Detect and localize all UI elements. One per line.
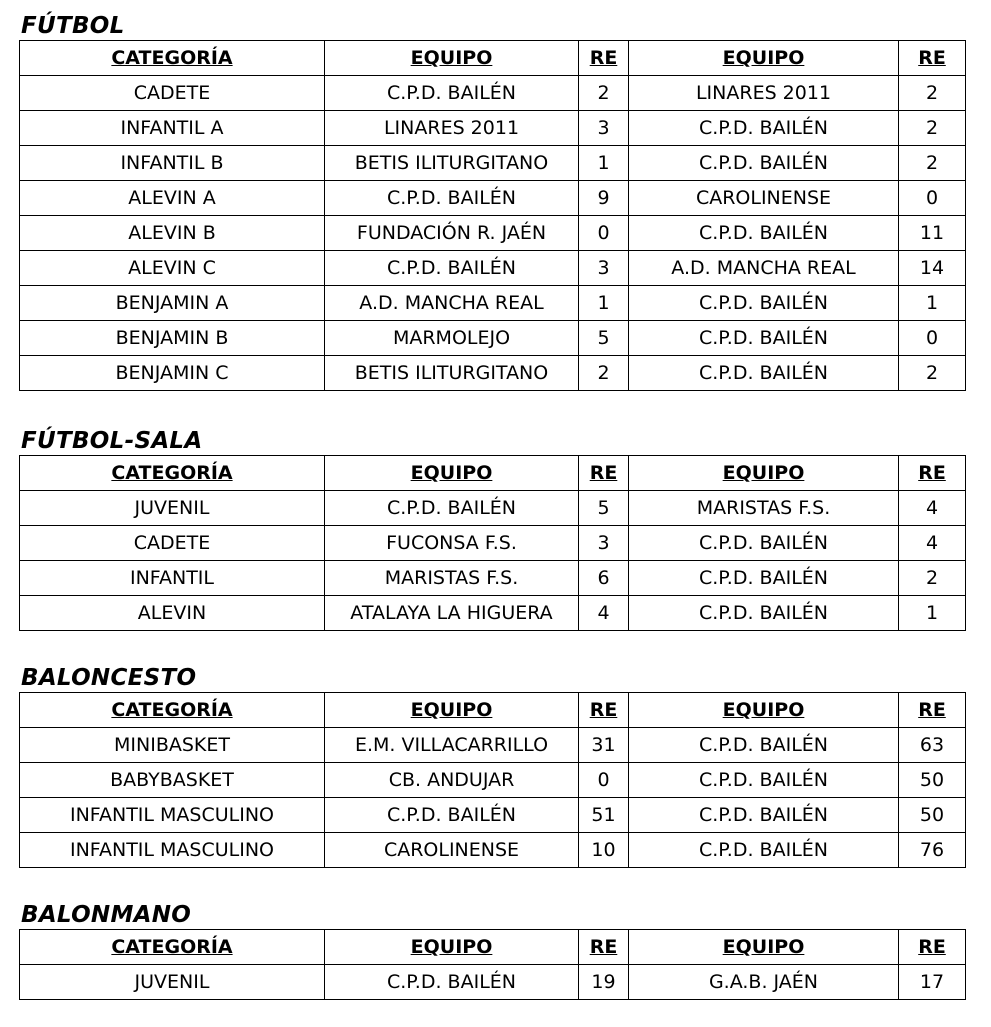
equipo-local-cell: CB. ANDUJAR <box>325 763 579 798</box>
categoria-cell: BABYBASKET <box>20 763 325 798</box>
re-local-cell: 10 <box>579 833 629 868</box>
equipo-visitante-cell: C.P.D. BAILÉN <box>629 728 899 763</box>
table-row <box>20 146 966 181</box>
re-visitante-cell: 0 <box>899 321 966 356</box>
equipo-local-cell: BETIS ILITURGITANO <box>325 356 579 391</box>
categoria-cell: JUVENIL <box>20 491 325 526</box>
re-visitante-cell: 50 <box>899 798 966 833</box>
re-visitante-cell: 2 <box>899 76 966 111</box>
header-re-visitante: RE <box>899 456 966 491</box>
header-categoria: CATEGORÍA <box>20 693 325 728</box>
equipo-visitante-cell: MARISTAS F.S. <box>629 491 899 526</box>
header-re-visitante: RE <box>899 693 966 728</box>
header-equipo-local: EQUIPO <box>325 693 579 728</box>
re-visitante-cell: 0 <box>899 181 966 216</box>
equipo-visitante-cell: C.P.D. BAILÉN <box>629 526 899 561</box>
header-row <box>20 930 966 965</box>
categoria-cell: INFANTIL A <box>20 111 325 146</box>
section-title: BALONMANO <box>21 902 192 928</box>
table-row <box>20 561 966 596</box>
categoria-cell: BENJAMIN A <box>20 286 325 321</box>
results-table <box>19 455 966 631</box>
equipo-visitante-cell: C.P.D. BAILÉN <box>629 111 899 146</box>
table-row <box>20 798 966 833</box>
equipo-visitante-cell: C.P.D. BAILÉN <box>629 146 899 181</box>
re-local-cell: 3 <box>579 111 629 146</box>
equipo-local-cell: LINARES 2011 <box>325 111 579 146</box>
equipo-visitante-cell: C.P.D. BAILÉN <box>629 321 899 356</box>
equipo-local-cell: C.P.D. BAILÉN <box>325 76 579 111</box>
re-local-cell: 6 <box>579 561 629 596</box>
table-row <box>20 965 966 1000</box>
section-futbol <box>19 12 965 391</box>
categoria-cell: JUVENIL <box>20 965 325 1000</box>
re-visitante-cell: 4 <box>899 526 966 561</box>
section-title: FÚTBOL-SALA <box>21 428 203 454</box>
table-row <box>20 526 966 561</box>
re-visitante-cell: 2 <box>899 356 966 391</box>
re-local-cell: 0 <box>579 763 629 798</box>
equipo-local-cell: C.P.D. BAILÉN <box>325 251 579 286</box>
header-re-local: RE <box>579 930 629 965</box>
section-baloncesto <box>19 664 965 868</box>
re-local-cell: 3 <box>579 526 629 561</box>
equipo-visitante-cell: C.P.D. BAILÉN <box>629 833 899 868</box>
equipo-local-cell: FUCONSA F.S. <box>325 526 579 561</box>
table-row <box>20 181 966 216</box>
re-local-cell: 3 <box>579 251 629 286</box>
equipo-visitante-cell: G.A.B. JAÉN <box>629 965 899 1000</box>
re-local-cell: 2 <box>579 356 629 391</box>
results-table <box>19 40 966 391</box>
equipo-visitante-cell: LINARES 2011 <box>629 76 899 111</box>
equipo-visitante-cell: C.P.D. BAILÉN <box>629 763 899 798</box>
re-visitante-cell: 2 <box>899 111 966 146</box>
table-row <box>20 833 966 868</box>
header-equipo-local: EQUIPO <box>325 41 579 76</box>
table-row <box>20 321 966 356</box>
re-visitante-cell: 2 <box>899 561 966 596</box>
re-visitante-cell: 50 <box>899 763 966 798</box>
equipo-local-cell: E.M. VILLACARRILLO <box>325 728 579 763</box>
equipo-local-cell: MARISTAS F.S. <box>325 561 579 596</box>
re-visitante-cell: 4 <box>899 491 966 526</box>
categoria-cell: ALEVIN C <box>20 251 325 286</box>
equipo-visitante-cell: C.P.D. BAILÉN <box>629 798 899 833</box>
re-local-cell: 19 <box>579 965 629 1000</box>
section-balonmano <box>19 901 965 1000</box>
header-categoria: CATEGORÍA <box>20 930 325 965</box>
equipo-local-cell: FUNDACIÓN R. JAÉN <box>325 216 579 251</box>
equipo-local-cell: C.P.D. BAILÉN <box>325 798 579 833</box>
re-visitante-cell: 17 <box>899 965 966 1000</box>
categoria-cell: INFANTIL MASCULINO <box>20 833 325 868</box>
section-title: BALONCESTO <box>21 665 197 691</box>
categoria-cell: BENJAMIN C <box>20 356 325 391</box>
table-row <box>20 216 966 251</box>
equipo-visitante-cell: C.P.D. BAILÉN <box>629 356 899 391</box>
header-re-visitante: RE <box>899 930 966 965</box>
header-equipo-local: EQUIPO <box>325 930 579 965</box>
equipo-visitante-cell: C.P.D. BAILÉN <box>629 596 899 631</box>
re-local-cell: 0 <box>579 216 629 251</box>
re-visitante-cell: 1 <box>899 596 966 631</box>
equipo-local-cell: C.P.D. BAILÉN <box>325 491 579 526</box>
header-row <box>20 456 966 491</box>
re-visitante-cell: 63 <box>899 728 966 763</box>
re-visitante-cell: 11 <box>899 216 966 251</box>
re-local-cell: 5 <box>579 491 629 526</box>
header-re-local: RE <box>579 41 629 76</box>
equipo-local-cell: ATALAYA LA HIGUERA <box>325 596 579 631</box>
re-local-cell: 51 <box>579 798 629 833</box>
re-visitante-cell: 76 <box>899 833 966 868</box>
re-local-cell: 1 <box>579 286 629 321</box>
header-categoria: CATEGORÍA <box>20 456 325 491</box>
header-equipo-visitante: EQUIPO <box>629 41 899 76</box>
categoria-cell: INFANTIL B <box>20 146 325 181</box>
equipo-local-cell: A.D. MANCHA REAL <box>325 286 579 321</box>
equipo-visitante-cell: C.P.D. BAILÉN <box>629 561 899 596</box>
header-equipo-local: EQUIPO <box>325 456 579 491</box>
categoria-cell: MINIBASKET <box>20 728 325 763</box>
categoria-cell: INFANTIL <box>20 561 325 596</box>
re-local-cell: 5 <box>579 321 629 356</box>
header-equipo-visitante: EQUIPO <box>629 693 899 728</box>
section-title: FÚTBOL <box>21 13 125 39</box>
categoria-cell: INFANTIL MASCULINO <box>20 798 325 833</box>
re-local-cell: 31 <box>579 728 629 763</box>
re-visitante-cell: 14 <box>899 251 966 286</box>
re-local-cell: 9 <box>579 181 629 216</box>
categoria-cell: BENJAMIN B <box>20 321 325 356</box>
equipo-local-cell: C.P.D. BAILÉN <box>325 965 579 1000</box>
header-equipo-visitante: EQUIPO <box>629 930 899 965</box>
header-re-local: RE <box>579 456 629 491</box>
table-row <box>20 728 966 763</box>
table-row <box>20 491 966 526</box>
header-row <box>20 41 966 76</box>
header-equipo-visitante: EQUIPO <box>629 456 899 491</box>
re-local-cell: 4 <box>579 596 629 631</box>
table-row <box>20 596 966 631</box>
results-table <box>19 692 966 868</box>
header-re-visitante: RE <box>899 41 966 76</box>
table-row <box>20 286 966 321</box>
categoria-cell: ALEVIN B <box>20 216 325 251</box>
equipo-local-cell: BETIS ILITURGITANO <box>325 146 579 181</box>
header-row <box>20 693 966 728</box>
table-row <box>20 356 966 391</box>
categoria-cell: ALEVIN <box>20 596 325 631</box>
table-row <box>20 76 966 111</box>
re-visitante-cell: 2 <box>899 146 966 181</box>
categoria-cell: ALEVIN A <box>20 181 325 216</box>
table-row <box>20 251 966 286</box>
re-visitante-cell: 1 <box>899 286 966 321</box>
categoria-cell: CADETE <box>20 76 325 111</box>
header-re-local: RE <box>579 693 629 728</box>
re-local-cell: 2 <box>579 76 629 111</box>
equipo-visitante-cell: C.P.D. BAILÉN <box>629 286 899 321</box>
categoria-cell: CADETE <box>20 526 325 561</box>
results-table <box>19 929 966 1000</box>
equipo-local-cell: C.P.D. BAILÉN <box>325 181 579 216</box>
equipo-visitante-cell: CAROLINENSE <box>629 181 899 216</box>
section-futbol-sala <box>19 427 965 631</box>
re-local-cell: 1 <box>579 146 629 181</box>
equipo-local-cell: MARMOLEJO <box>325 321 579 356</box>
table-row <box>20 763 966 798</box>
header-categoria: CATEGORÍA <box>20 41 325 76</box>
equipo-visitante-cell: C.P.D. BAILÉN <box>629 216 899 251</box>
equipo-visitante-cell: A.D. MANCHA REAL <box>629 251 899 286</box>
table-row <box>20 111 966 146</box>
equipo-local-cell: CAROLINENSE <box>325 833 579 868</box>
